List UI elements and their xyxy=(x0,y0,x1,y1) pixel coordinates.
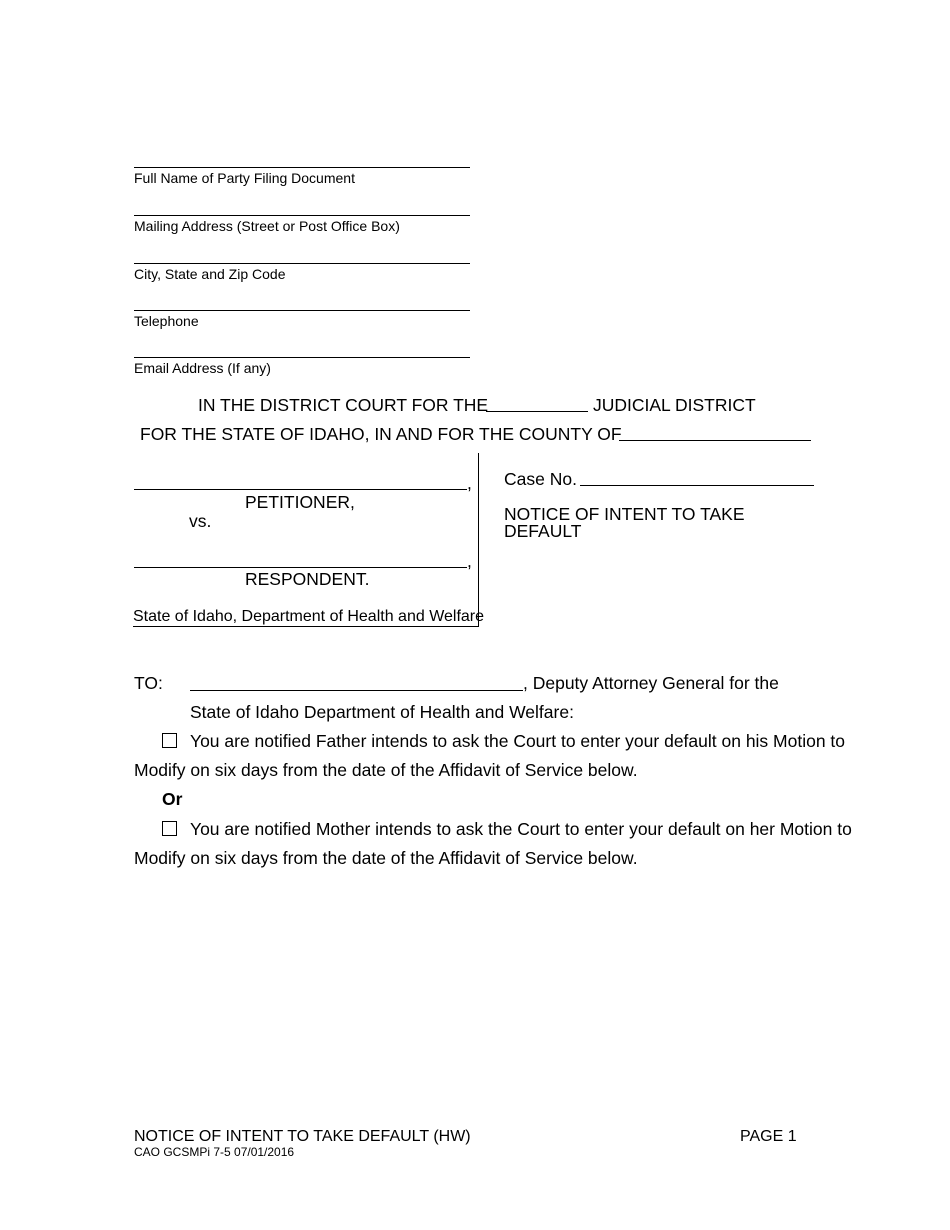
vs-label: vs. xyxy=(189,511,212,531)
footer-page-number: PAGE 1 xyxy=(740,1128,797,1145)
petitioner-label: PETITIONER, xyxy=(245,492,355,512)
or-label: Or xyxy=(162,789,183,809)
petitioner-comma: , xyxy=(467,473,472,493)
case-no-label: Case No. xyxy=(504,469,577,489)
full-name-line[interactable] xyxy=(134,167,470,168)
document-title-line2: DEFAULT xyxy=(504,521,582,541)
city-state-zip-line[interactable] xyxy=(134,263,470,264)
document-title-line1: NOTICE OF INTENT TO TAKE xyxy=(504,504,745,524)
footer-form-code: CAO GCSMPi 7-5 07/01/2016 xyxy=(134,1145,295,1159)
to-line2: State of Idaho Department of Health and Welfare: xyxy=(190,702,574,722)
petitioner-name-line[interactable] xyxy=(134,489,467,490)
email-label: Email Address (If any) xyxy=(134,360,271,376)
judicial-district-blank[interactable] xyxy=(486,411,588,412)
mailing-address-line[interactable] xyxy=(134,215,470,216)
court-header-line2: FOR THE STATE OF IDAHO, IN AND FOR THE COUNTY OF xyxy=(140,424,622,444)
email-line[interactable] xyxy=(134,357,470,358)
option1-line1: You are notified Father intends to ask the Court to enter your default on his Motion to xyxy=(190,731,846,751)
agency-label: State of Idaho, Department of Health and Welfare xyxy=(133,608,485,625)
to-label: TO: xyxy=(134,673,163,693)
to-suffix: , Deputy Attorney General for the xyxy=(523,673,779,693)
respondent-comma: , xyxy=(467,551,472,571)
caption-bottom-rule xyxy=(133,626,479,627)
telephone-line[interactable] xyxy=(134,310,470,311)
deputy-attorney-blank[interactable] xyxy=(190,690,523,691)
footer-title: NOTICE OF INTENT TO TAKE DEFAULT (HW) xyxy=(134,1128,471,1145)
option1-line2: Modify on six days from the date of the Affidavit of Service below. xyxy=(134,760,638,780)
respondent-name-line[interactable] xyxy=(134,567,467,568)
telephone-label: Telephone xyxy=(134,313,199,329)
city-state-zip-label: City, State and Zip Code xyxy=(134,266,286,282)
court-header-line1-start: IN THE DISTRICT COURT FOR THE xyxy=(198,395,489,415)
county-blank[interactable] xyxy=(619,440,811,441)
mailing-address-label: Mailing Address (Street or Post Office Box) xyxy=(134,218,400,234)
case-no-blank[interactable] xyxy=(580,485,814,486)
mother-checkbox[interactable] xyxy=(162,821,177,836)
full-name-label: Full Name of Party Filing Document xyxy=(134,170,355,186)
option2-line1: You are notified Mother intends to ask the Court to enter your default on her Motion to xyxy=(190,819,852,839)
respondent-label: RESPONDENT. xyxy=(245,569,370,589)
caption-divider xyxy=(478,453,479,627)
court-header-line1-end: JUDICIAL DISTRICT xyxy=(593,395,756,415)
option2-line2: Modify on six days from the date of the Affidavit of Service below. xyxy=(134,848,638,868)
father-checkbox[interactable] xyxy=(162,733,177,748)
